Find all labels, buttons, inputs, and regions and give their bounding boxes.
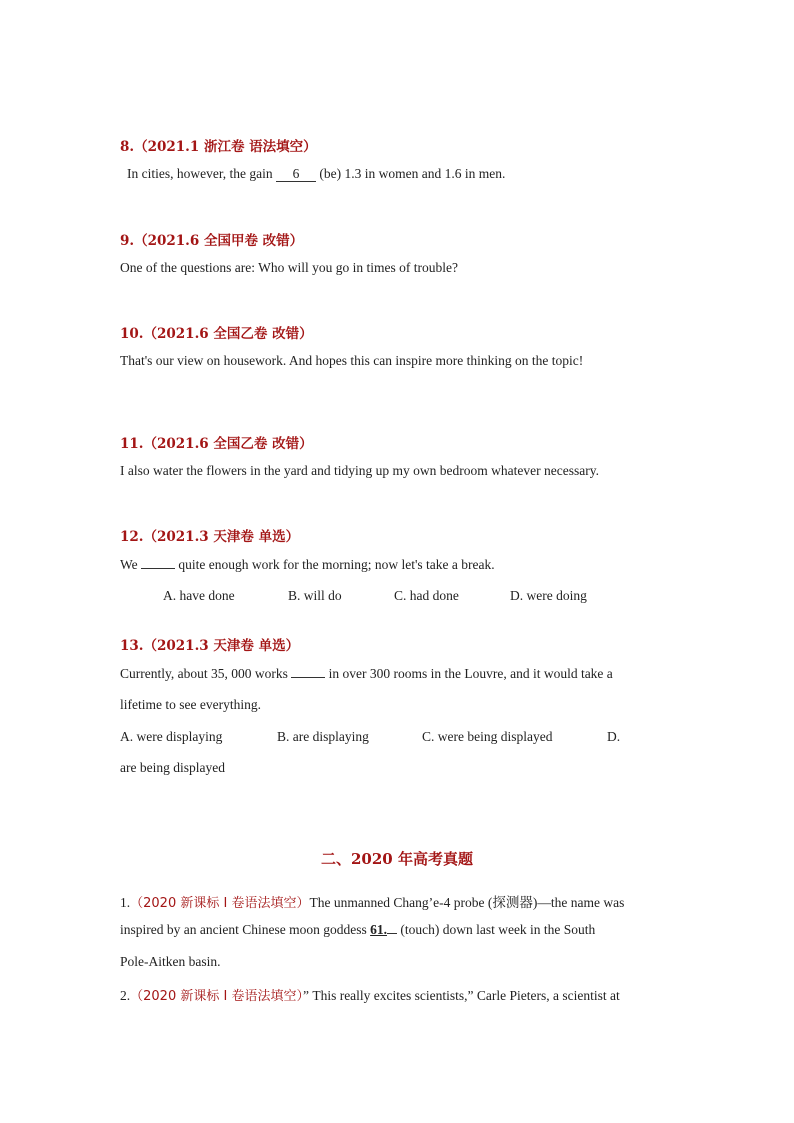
question-11-heading — [120, 432, 313, 452]
question-number: 9. — [120, 233, 135, 249]
question-9-text: One of the questions are: Who will you go in times of trouble? — [120, 260, 458, 275]
question-number: 10. — [120, 326, 144, 342]
question-source: （2020 新课标 I 卷语法填空） — [130, 896, 310, 911]
option-a: A. have done — [163, 588, 235, 603]
answer-blank-underline — [387, 933, 397, 934]
option-d: D. were doing — [510, 588, 587, 603]
answer-blank: 6 — [276, 167, 316, 182]
question-source: （2021.1 浙江卷 语法填空） — [134, 139, 317, 155]
question-source: （2021.6 全国乙卷 改错） — [143, 436, 313, 452]
question-12-text — [120, 557, 495, 573]
question-10-heading — [120, 322, 313, 342]
question-13-text-line2: lifetime to see everything. — [120, 697, 261, 712]
section-title: 二、2020 年高考真题 — [321, 850, 473, 868]
option-d: D. — [607, 729, 621, 744]
text-segment: ” This really excites scientists,” Carle Pieters, a scientist at — [302, 988, 620, 1003]
question-2020-1-line2 — [120, 922, 595, 938]
option-c: C. had done — [394, 588, 459, 603]
question-8-text — [127, 166, 505, 182]
question-source: （2021.6 全国甲卷 改错） — [134, 233, 304, 249]
text-segment: (touch) down last week in the South — [396, 922, 596, 937]
answer-blank — [141, 568, 175, 569]
question-12-heading — [120, 525, 299, 545]
answer-blank: 61. — [370, 922, 387, 937]
question-10-text: That's our view on housework. And hopes this can inspire more thinking on the topic! — [120, 353, 584, 368]
option-b: B. are displaying — [277, 729, 369, 744]
question-number: 13. — [120, 638, 144, 654]
question-number: 12. — [120, 529, 144, 545]
question-2020-2-line1 — [120, 985, 620, 1004]
text-segment: inspired by an ancient Chinese moon goddess — [120, 922, 371, 937]
text-segment: (be) 1.3 in women and 1.6 in men. — [316, 166, 506, 181]
question-13-heading — [120, 634, 299, 654]
text-segment: We — [120, 557, 142, 572]
question-11-text: I also water the flowers in the yard and tidying up my own bedroom whatever necessary. — [120, 463, 599, 478]
question-number: 2. — [120, 988, 131, 1003]
question-number: 8. — [120, 139, 135, 155]
text-segment: in over 300 rooms in the Louvre, and it would take a — [325, 666, 613, 681]
question-source: （2020 新课标 I 卷语法填空） — [130, 989, 303, 1004]
question-2020-1-line1 — [120, 891, 624, 911]
question-number: 1. — [120, 895, 131, 910]
question-source: （2021.3 天津卷 单选） — [143, 638, 300, 654]
text-segment: quite enough work for the morning; now let's take a break. — [175, 557, 495, 572]
text-segment: In cities, however, the gain — [127, 166, 277, 181]
question-8-heading — [120, 135, 317, 155]
option-d-continued: are being displayed — [120, 760, 225, 775]
text-segment: Currently, about 35, 000 works — [120, 666, 292, 681]
option-c: C. were being displayed — [422, 729, 553, 744]
question-source: （2021.6 全国乙卷 改错） — [143, 326, 313, 342]
option-a: A. were displaying — [120, 729, 223, 744]
question-source: （2021.3 天津卷 单选） — [143, 529, 300, 545]
text-segment: The unmanned Chang’e-4 probe (探测器)—the name was — [309, 895, 625, 910]
question-13-text — [120, 666, 613, 682]
question-9-heading — [120, 229, 303, 249]
answer-blank — [291, 677, 325, 678]
question-number: 11. — [120, 436, 144, 452]
option-b: B. will do — [288, 588, 342, 603]
question-2020-1-line3: Pole-Aitken basin. — [120, 954, 221, 969]
